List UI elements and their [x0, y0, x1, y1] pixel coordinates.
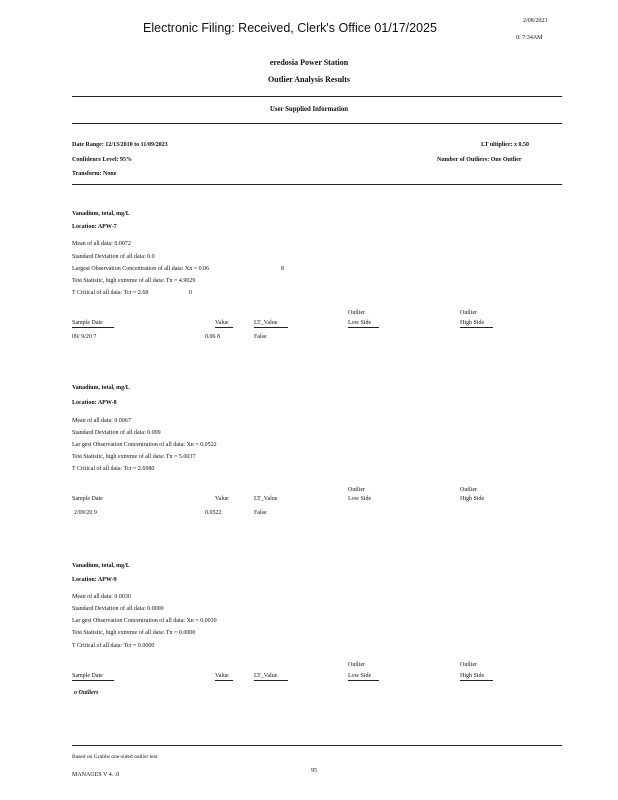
row-value: 0.06 8	[205, 334, 220, 340]
received-stamp: Electronic Filing: Received, Clerk's Office 01/17/2025	[143, 21, 437, 35]
mean-value: Mean of all data: 0.0067	[72, 418, 131, 424]
col-value: Value	[215, 320, 233, 328]
standard-deviation: Standard Deviation of all data: 0.009	[72, 430, 161, 436]
col-outlier-high-1: Outlier	[460, 662, 477, 668]
parameter-name: Vanadium, total, mg/L	[72, 385, 130, 391]
largest-observation-extra: 8	[281, 266, 284, 272]
col-outlier-low-2: Low Side	[348, 496, 372, 502]
report-title: Outlier Analysis Results	[267, 75, 351, 84]
transform: Transform: None	[72, 171, 117, 177]
info-rule	[72, 184, 562, 185]
report-date: 2/08/2023	[523, 18, 548, 24]
t-critical: T Critical of all data: Tcr = 0.0000	[72, 643, 155, 649]
col-value: Value	[215, 673, 233, 681]
col-value: Value	[215, 496, 229, 502]
col-outlier-low-1: Outlier	[348, 310, 365, 316]
date-range: Date Range: 12/13/2010 to 11/09/2023	[72, 142, 168, 148]
parameter-name: Vanadium, total, mg/L	[72, 211, 130, 217]
col-sample-date: Sample Date	[72, 673, 114, 681]
col-outlier-low-2: Low Side	[348, 673, 379, 681]
row-lt-value: False	[254, 334, 267, 340]
mean-value: Mean of all data: 0.0072	[72, 241, 131, 247]
largest-observation: Lar gest Observation Concentration of all data: Xn = 0.0522	[72, 442, 217, 448]
col-sample-date: Sample Date	[72, 496, 103, 502]
section-rule	[72, 123, 562, 124]
col-sample-date: Sample Date	[72, 320, 114, 328]
row-sample-date: 2/09/20 9	[74, 510, 97, 516]
largest-observation: Lar gest Observation Concentration of all data: Xn = 0.0030	[72, 618, 217, 624]
col-outlier-high-1: Outlier	[460, 310, 477, 316]
no-outliers-text: o Outliers	[74, 690, 99, 696]
col-outlier-low-2: Low Side	[348, 320, 379, 328]
col-outlier-high-2: High Side	[460, 496, 485, 502]
col-lt-value: LT_Value	[254, 673, 288, 681]
location-label: Location: APW-9	[72, 577, 117, 583]
location-label: Location: APW-8	[72, 400, 117, 406]
mean-value: Mean of all data: 0.0030	[72, 594, 131, 600]
largest-observation: Largest Observation Concentration of all data: Xn = 0.06	[72, 266, 210, 272]
col-lt-value: LT_Value	[254, 496, 278, 502]
report-time: 0: 7:34AM	[516, 35, 543, 41]
section-title: User Supplied Information	[269, 106, 349, 113]
test-statistic: Test Statistic, high extreme of all data: Tn = 5.0037	[72, 454, 196, 460]
row-value: 0.0522	[205, 510, 222, 516]
parameter-name: Vanadium, total, mg/L	[72, 563, 130, 569]
col-outlier-low-1: Outlier	[348, 662, 365, 668]
test-statistic: Test Statistic, high extreme of all data: Tn = 0.0000	[72, 630, 196, 636]
station-name: eredosia Power Station	[269, 58, 349, 67]
lt-multiplier: LT ultiplier: x 0.50	[481, 142, 530, 148]
col-outlier-low-1: Outlier	[348, 487, 365, 493]
footer-rule	[72, 745, 562, 746]
t-critical-extra: 0	[189, 290, 192, 296]
row-sample-date: 09/ 9/20 7	[72, 334, 97, 340]
col-outlier-high-1: Outlier	[460, 487, 477, 493]
footer-note: Based on Grubbs one-sided outlier test	[72, 754, 158, 760]
header-rule	[72, 96, 562, 97]
col-lt-value: LT_Value	[254, 320, 288, 328]
location-label: Location: APW-7	[72, 224, 117, 230]
col-outlier-high-2: High Side	[460, 673, 493, 681]
confidence-level: Confidence Level: 95%	[72, 157, 132, 163]
col-outlier-high-2: High Side	[460, 320, 493, 328]
standard-deviation: Standard Deviation of all data: 0.0000	[72, 606, 164, 612]
t-critical: T Critical of all data: Tcr = 2.68	[72, 290, 149, 296]
standard-deviation: Standard Deviation of all data: 0.0	[72, 254, 155, 260]
test-statistic: Test Statistic, high extreme of all data: Tn = 4.9029	[72, 278, 196, 284]
row-lt-value: False	[254, 510, 267, 516]
t-critical: T Critical of all data: Tcr = 2.6980	[72, 466, 155, 472]
number-of-outliers: Number of Outliers: One Outlier	[437, 157, 522, 163]
page-number: 95	[311, 768, 317, 774]
software-version: MANAGES V 4. .0	[72, 772, 120, 778]
